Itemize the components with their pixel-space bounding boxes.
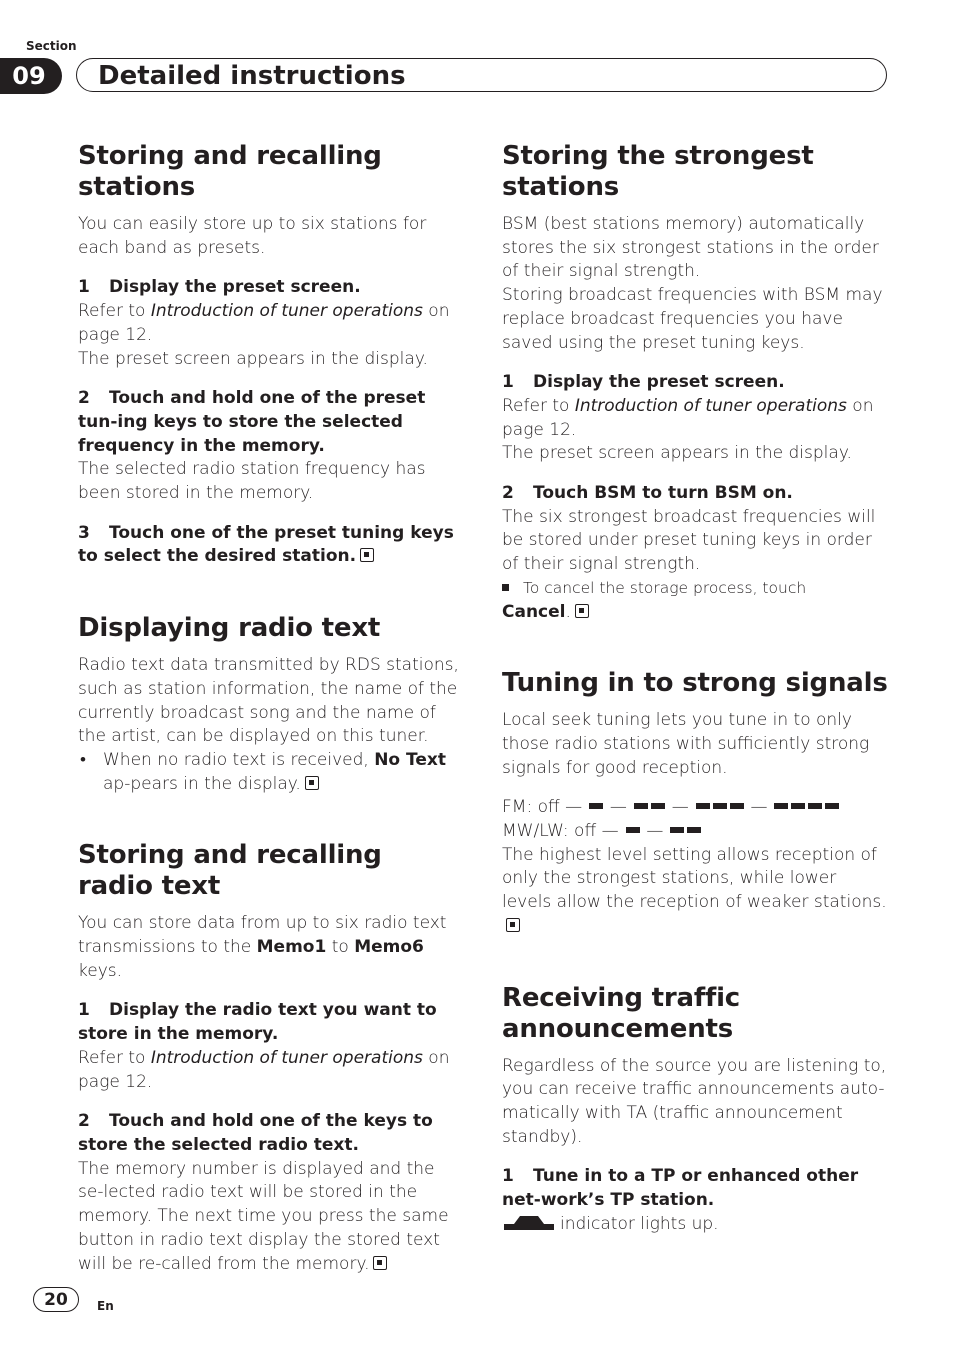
heading-storing-recalling-stations: Storing and recalling stations [78, 141, 382, 202]
section-number: 09 [0, 58, 62, 94]
paragraph: Refer to Introduction of tuner operations on page 12. [78, 301, 450, 345]
level-bar-icon [696, 803, 710, 809]
section-label: Section [26, 39, 77, 53]
note-square-icon [502, 584, 509, 591]
paragraph: Radio text data transmitted by RDS stations, such as station information, the name of the currently broadcast song and the name of the artist, can be displayed on this tuner. [78, 655, 459, 747]
level-bar-icon [825, 803, 839, 809]
paragraph: The selected radio station frequency has been stored in the memory. [78, 459, 426, 504]
mw-level-scale: MW/LW: off — — [502, 820, 888, 844]
end-mark-icon [373, 1256, 387, 1270]
step-heading: 1 Tune in to a TP or enhanced other net-work’s TP station. [502, 1166, 859, 1211]
heading-receiving-traffic: Receiving traffic announcements [502, 982, 740, 1044]
cross-reference: Introduction of tuner operations [150, 1047, 423, 1068]
section-title: Detailed instructions [98, 61, 406, 91]
step-heading: 2 Touch BSM to turn BSM on. [502, 483, 793, 504]
paragraph: Refer to Introduction of tuner operations on page 12. [78, 1047, 450, 1092]
level-bar-icon [634, 803, 648, 809]
paragraph: The six strongest broadcast frequencies will be stored under preset tuning keys in order of their signal strength. [502, 506, 876, 575]
step-heading: 2 Touch and hold one of the keys to store the selected radio text. [78, 1111, 433, 1155]
end-mark-icon [506, 918, 520, 932]
page-number: 20 [33, 1287, 79, 1312]
level-bar-icon [687, 827, 701, 833]
fm-level-scale: FM: off — — — — [502, 796, 888, 820]
level-bar-icon [626, 827, 640, 833]
paragraph: The memory number is displayed and the se-lected radio text will be stored in the memory. The next time you press the same button in radio text display the stored text will be re-called from the memory. [78, 1158, 449, 1274]
level-bar-icon [774, 803, 788, 809]
level-bar-icon [651, 803, 665, 809]
right-column [502, 141, 888, 1237]
language-code: En [97, 1299, 114, 1313]
note: To cancel the storage process, touch [502, 577, 888, 601]
paragraph: The preset screen appears in the display. [78, 348, 428, 369]
cross-reference: Introduction of tuner operations [150, 301, 423, 322]
heading-storing-recalling-radio-text: Storing and recalling radio text [78, 840, 382, 902]
level-bar-icon [589, 803, 603, 809]
paragraph: Regardless of the source you are listening to, you can receive traffic announcements auto-matically with TA (traffic announcement standby). [502, 1055, 887, 1147]
heading-displaying-radio-text: Displaying radio text [78, 613, 381, 644]
step-heading: 1 Display the preset screen. [502, 372, 785, 393]
step-heading: 1 Display the radio text you want to store in the memory. [78, 1000, 437, 1045]
level-bar-icon [713, 803, 727, 809]
step-heading: 1 Display the preset screen. [78, 277, 361, 298]
end-mark-icon [360, 548, 374, 562]
paragraph: You can easily store up to six stations for each band as presets. [78, 214, 427, 258]
paragraph: Storing broadcast frequencies with BSM may replace broadcast frequencies you have saved using the preset tuning keys. [502, 285, 883, 353]
step-heading: 2 Touch and hold one of the preset tun-ing keys to store the selected frequency in the memory. [78, 388, 426, 456]
end-mark-icon [305, 776, 319, 790]
paragraph: BSM (best stations memory) automatically stores the six strongest stations in the order of their signal strength. [502, 214, 879, 282]
step-heading: 3 Touch one of the preset tuning keys to select the desired station. [78, 522, 454, 567]
paragraph: The highest level setting allows reception of only the strongest stations, while lower levels allow the reception of weaker stations. [502, 844, 888, 939]
paragraph: Refer to Introduction of tuner operations on page 12. [502, 395, 874, 440]
heading-tuning-strong-signals: Tuning in to strong signals [502, 668, 888, 699]
paragraph: The preset screen appears in the display. [502, 443, 852, 464]
bullet-item: • When no radio text is received, No Text ap-pears in the display. [80, 749, 446, 794]
heading-storing-strongest-stations: Storing the strongest stations [502, 141, 814, 202]
level-bar-icon [670, 827, 684, 833]
paragraph: indicator lights up. [502, 1213, 888, 1237]
paragraph: Local seek tuning lets you tune in to only those radio stations with sufficiently strong signals for good reception. [502, 710, 870, 778]
level-bar-icon [791, 803, 805, 809]
tp-indicator-icon [502, 1213, 556, 1233]
note-continuation: Cancel. [502, 601, 888, 625]
cross-reference: Introduction of tuner operations [574, 395, 847, 416]
bullet-icon: • [80, 749, 86, 770]
left-column [78, 141, 464, 1276]
level-bar-icon [808, 803, 822, 809]
level-bar-icon [730, 803, 744, 809]
end-mark-icon [575, 604, 589, 618]
paragraph: You can store data from up to six radio text transmissions to the Memo1 to Memo6 keys. [78, 913, 447, 981]
